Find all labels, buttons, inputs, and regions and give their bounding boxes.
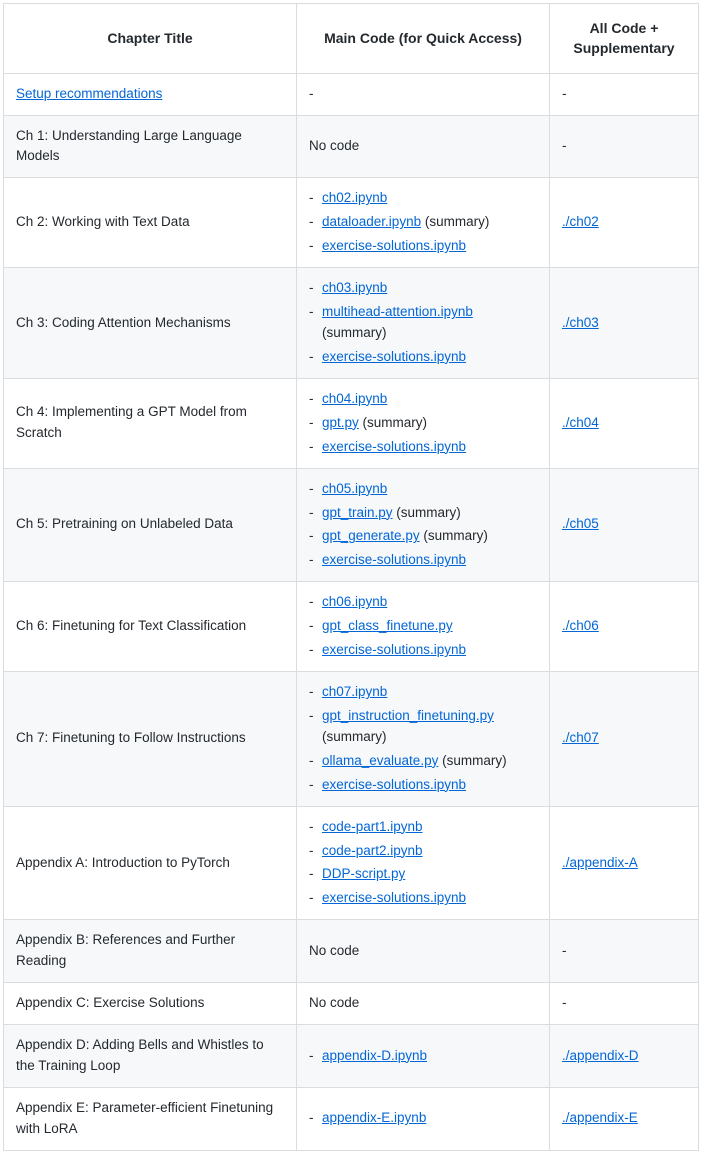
code-file-suffix: (summary)	[322, 324, 387, 340]
code-file-suffix: (summary)	[419, 528, 488, 544]
table-row	[4, 73, 699, 115]
supplementary-folder-link[interactable]: ./appendix-D	[562, 1047, 639, 1063]
supplementary-cell	[550, 115, 699, 178]
code-file-link[interactable]: ollama_evaluate.py	[322, 752, 439, 768]
list-item	[309, 775, 537, 796]
list-item	[309, 389, 537, 410]
code-file-link[interactable]: exercise-solutions.ipynb	[322, 438, 467, 454]
supplementary-text: -	[562, 85, 567, 101]
supplementary-text: -	[562, 995, 567, 1011]
table-row	[4, 115, 699, 178]
code-file-link[interactable]: ch06.ipynb	[322, 594, 388, 610]
code-file-suffix: (summary)	[421, 214, 490, 230]
list-item	[309, 212, 537, 233]
main-code-cell	[297, 1025, 550, 1088]
table-row	[4, 582, 699, 672]
supplementary-folder-link[interactable]: ./appendix-E	[562, 1110, 638, 1126]
main-code-cell	[297, 178, 550, 268]
code-file-link[interactable]: ch04.ipynb	[322, 390, 388, 406]
list-item	[309, 278, 537, 299]
list-item	[309, 503, 537, 524]
chapter-title-cell	[4, 672, 297, 807]
supplementary-cell	[550, 983, 699, 1025]
column-header-all-code-supplementary: All Code + Supplementary	[550, 4, 699, 74]
code-file-link[interactable]: gpt.py	[322, 414, 359, 430]
chapter-title-cell	[4, 178, 297, 268]
main-code-list	[309, 479, 537, 572]
code-file-suffix: (summary)	[322, 728, 387, 744]
chapter-title-text: Appendix C: Exercise Solutions	[16, 995, 205, 1011]
supplementary-folder-link[interactable]: ./ch06	[562, 618, 599, 634]
list-item	[309, 302, 537, 344]
code-file-link[interactable]: gpt_instruction_finetuning.py	[322, 707, 494, 723]
chapter-title-cell	[4, 582, 297, 672]
main-code-cell	[297, 920, 550, 983]
code-file-link[interactable]: appendix-D.ipynb	[322, 1047, 428, 1063]
code-file-link[interactable]: multihead-attention.ipynb	[322, 304, 473, 320]
chapter-title-cell	[4, 1087, 297, 1150]
supplementary-cell	[550, 468, 699, 582]
code-file-link[interactable]: exercise-solutions.ipynb	[322, 238, 467, 254]
chapter-title-text: Appendix B: References and Further Reading	[16, 932, 236, 969]
code-file-link[interactable]: ch03.ipynb	[322, 280, 388, 296]
code-file-link[interactable]: gpt_train.py	[322, 504, 393, 520]
table-row	[4, 178, 699, 268]
list-item	[309, 751, 537, 772]
main-code-text: No code	[309, 995, 360, 1011]
main-code-cell	[297, 582, 550, 672]
chapter-title-text: Appendix D: Adding Bells and Whistles to the Training Loop	[16, 1037, 264, 1074]
main-code-list	[309, 817, 537, 910]
supplementary-cell	[550, 806, 699, 920]
table-header-row	[4, 4, 699, 74]
code-file-suffix: (summary)	[392, 504, 461, 520]
chapter-title-link[interactable]: Setup recommendations	[16, 85, 163, 101]
supplementary-cell	[550, 672, 699, 807]
table-body	[4, 73, 699, 1150]
chapter-title-text: Appendix E: Parameter-efficient Finetuning with LoRA	[16, 1099, 274, 1136]
code-file-link[interactable]: ch02.ipynb	[322, 190, 388, 206]
chapter-title-text: Appendix A: Introduction to PyTorch	[16, 854, 230, 870]
list-item	[309, 888, 537, 909]
supplementary-cell	[550, 268, 699, 379]
chapter-title-text: Ch 3: Coding Attention Mechanisms	[16, 314, 231, 330]
list-item	[309, 864, 537, 885]
table-row	[4, 378, 699, 468]
column-header-main-code: Main Code (for Quick Access)	[297, 4, 550, 74]
table-row	[4, 806, 699, 920]
table-row	[4, 468, 699, 582]
main-code-list	[309, 592, 537, 661]
code-file-link[interactable]: exercise-solutions.ipynb	[322, 776, 467, 792]
main-code-list	[309, 682, 537, 796]
chapter-title-cell	[4, 115, 297, 178]
main-code-cell	[297, 1087, 550, 1150]
list-item	[309, 236, 537, 257]
chapter-title-text: Ch 5: Pretraining on Unlabeled Data	[16, 516, 233, 532]
list-item	[309, 526, 537, 547]
main-code-cell	[297, 115, 550, 178]
chapter-title-text: Ch 4: Implementing a GPT Model from Scratch	[16, 404, 247, 441]
code-file-link[interactable]: gpt_generate.py	[322, 528, 420, 544]
code-file-suffix: (summary)	[358, 414, 428, 430]
main-code-cell	[297, 806, 550, 920]
chapter-title-text: Ch 2: Working with Text Data	[16, 214, 190, 230]
list-item	[309, 479, 537, 500]
table-head	[4, 4, 699, 74]
main-code-list	[309, 1046, 537, 1067]
list-item	[309, 682, 537, 703]
chapter-title-cell	[4, 378, 297, 468]
main-code-cell	[297, 672, 550, 807]
table-row	[4, 268, 699, 379]
table-row	[4, 1087, 699, 1150]
main-code-list	[309, 188, 537, 257]
supplementary-folder-link[interactable]: ./ch03	[562, 314, 599, 330]
code-file-link[interactable]: exercise-solutions.ipynb	[322, 348, 467, 364]
code-file-link[interactable]: exercise-solutions.ipynb	[322, 642, 467, 658]
code-file-suffix: (summary)	[438, 752, 507, 768]
supplementary-text: -	[562, 137, 567, 153]
table-row	[4, 920, 699, 983]
column-header-chapter-title: Chapter Title	[4, 4, 297, 74]
supplementary-cell	[550, 920, 699, 983]
list-item	[309, 1108, 537, 1129]
code-file-link[interactable]: dataloader.ipynb	[322, 214, 422, 230]
main-code-list	[309, 389, 537, 458]
main-code-text: -	[309, 85, 314, 101]
chapter-title-cell	[4, 268, 297, 379]
list-item	[309, 616, 537, 637]
main-code-cell	[297, 983, 550, 1025]
supplementary-cell	[550, 582, 699, 672]
list-item	[309, 188, 537, 209]
code-file-link[interactable]: exercise-solutions.ipynb	[322, 552, 467, 568]
supplementary-folder-link[interactable]: ./appendix-A	[562, 854, 638, 870]
table-row	[4, 983, 699, 1025]
chapter-title-text: Ch 1: Understanding Large Language Models	[16, 127, 242, 164]
table-row	[4, 672, 699, 807]
list-item	[309, 413, 537, 434]
main-code-list	[309, 278, 537, 368]
chapter-title-cell	[4, 468, 297, 582]
list-item	[309, 347, 537, 368]
list-item	[309, 550, 537, 571]
supplementary-cell	[550, 378, 699, 468]
code-file-link[interactable]: exercise-solutions.ipynb	[322, 890, 467, 906]
supplementary-folder-link[interactable]: ./ch04	[562, 414, 599, 430]
chapter-code-table	[3, 3, 699, 1151]
main-code-cell	[297, 73, 550, 115]
supplementary-cell	[550, 1087, 699, 1150]
list-item	[309, 437, 537, 458]
list-item	[309, 640, 537, 661]
supplementary-cell	[550, 73, 699, 115]
supplementary-cell	[550, 1025, 699, 1088]
list-item	[309, 817, 537, 838]
chapter-title-cell	[4, 806, 297, 920]
code-file-link[interactable]: ch05.ipynb	[322, 480, 388, 496]
list-item	[309, 841, 537, 862]
chapter-title-cell	[4, 1025, 297, 1088]
code-file-link[interactable]: code-part2.ipynb	[322, 842, 423, 858]
main-code-text: No code	[309, 137, 360, 153]
supplementary-folder-link[interactable]: ./ch05	[562, 516, 599, 532]
chapter-title-cell	[4, 983, 297, 1025]
main-code-cell	[297, 468, 550, 582]
code-file-link[interactable]: DDP-script.py	[322, 866, 406, 882]
code-file-link[interactable]: appendix-E.ipynb	[322, 1110, 427, 1126]
main-code-list	[309, 1108, 537, 1129]
chapter-title-text: Ch 6: Finetuning for Text Classification	[16, 618, 247, 634]
code-file-link[interactable]: ch07.ipynb	[322, 684, 388, 700]
list-item	[309, 706, 537, 748]
supplementary-cell	[550, 178, 699, 268]
code-file-link[interactable]: gpt_class_finetune.py	[322, 618, 453, 634]
supplementary-folder-link[interactable]: ./ch02	[562, 214, 599, 230]
chapter-title-cell	[4, 920, 297, 983]
list-item	[309, 592, 537, 613]
main-code-cell	[297, 378, 550, 468]
code-file-link[interactable]: code-part1.ipynb	[322, 818, 423, 834]
supplementary-folder-link[interactable]: ./ch07	[562, 730, 599, 746]
supplementary-text: -	[562, 942, 567, 958]
main-code-cell	[297, 268, 550, 379]
chapter-title-cell	[4, 73, 297, 115]
main-code-text: No code	[309, 942, 360, 958]
table-row	[4, 1025, 699, 1088]
chapter-code-table-container	[0, 3, 701, 1151]
list-item	[309, 1046, 537, 1067]
chapter-title-text: Ch 7: Finetuning to Follow Instructions	[16, 730, 246, 746]
